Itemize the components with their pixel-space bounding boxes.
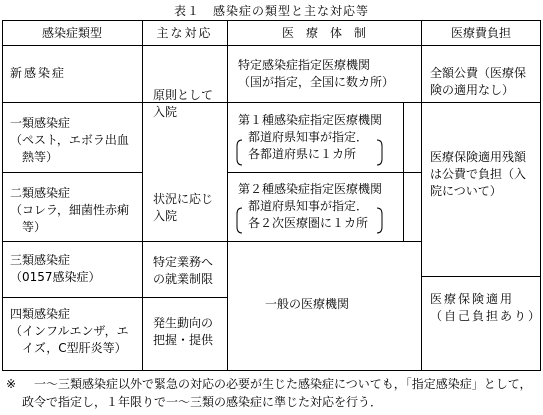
type-class4-name: 四類感染症	[10, 307, 71, 321]
type-class2-name: 二類感染症	[10, 186, 71, 200]
response-2-line1: 状況に応じ	[153, 192, 214, 206]
system-1-line2: （国が指定，全国に数カ所）	[238, 75, 395, 89]
response-2-line2: 入院	[153, 209, 178, 223]
type-class2-detail1: （コレラ，細菌性赤痢	[10, 203, 130, 217]
header-response: 主な対応	[156, 26, 213, 40]
cost-2-line1: 医療保険適用残額	[430, 150, 527, 164]
type-class3-detail: （0157感染症）	[10, 270, 101, 284]
response-1-line1: 原則として	[153, 88, 214, 102]
type-class1-detail1: （ペスト，エボラ出血	[10, 133, 129, 147]
header-system: 医 療 体 制	[281, 26, 366, 40]
system-2-line2: 都道府県知事が指定．	[248, 130, 369, 144]
footnote-line1: 一〜三類感染症以外で緊急の対応の必要が生じた感染症についても，「指定感染症」として，	[34, 377, 532, 391]
response-3-line1: 特定業務へ	[153, 255, 214, 269]
footnote-line2: 政令で指定し，１年限りで一〜三類の感染症に準じた対応を行う．	[22, 395, 383, 409]
system-1-line1: 特定感染症指定医療機関	[238, 58, 371, 72]
type-class4-detail1: （インフルエンザ，エ	[10, 324, 129, 338]
cost-2-line2: は公費で負担（入	[430, 167, 527, 181]
header-cost: 医療費負担	[450, 26, 511, 40]
cost-1-line1: 全額公費（医療保	[430, 66, 527, 80]
response-4-line1: 発生動向の	[153, 316, 214, 330]
system-3-line2: 都道府県知事が指定．	[248, 199, 369, 213]
response-4-line2: 把握・提供	[153, 333, 214, 347]
cost-3-line2: （自己負担あり）	[430, 309, 543, 323]
type-new: 新感染症	[10, 66, 67, 80]
type-class1-detail2: 熱等）	[22, 150, 59, 164]
system-3-line1: 第２種感染症指定医療機関	[238, 182, 383, 196]
header-type: 感染症類型	[41, 26, 102, 40]
type-class3-name: 三類感染症	[10, 253, 71, 267]
type-class4-detail2: イズ，C型肝炎等）	[22, 341, 127, 355]
type-class1-name: 一類感染症	[10, 116, 71, 130]
cost-3-line1: 医療保険適用	[430, 292, 515, 306]
system-2-line1: 第１種感染症指定医療機関	[238, 113, 383, 127]
response-3-line2: の就業制限	[153, 272, 214, 286]
system-3-line3: 各２次医療圏に１カ所	[248, 216, 369, 230]
cost-1-line2: 険の適用なし）	[430, 83, 515, 97]
footnote-mark: ※	[6, 377, 17, 391]
table-title: 表１ 感染症の類型と主な対応等	[173, 4, 369, 18]
cost-2-line3: 院について）	[430, 184, 502, 198]
type-class2-detail2: 等）	[22, 220, 47, 234]
response-1-line2: 入院	[153, 105, 178, 119]
system-4: 一般の医療機関	[265, 297, 350, 311]
system-2-line3: 各都道府県に１カ所	[248, 147, 357, 161]
